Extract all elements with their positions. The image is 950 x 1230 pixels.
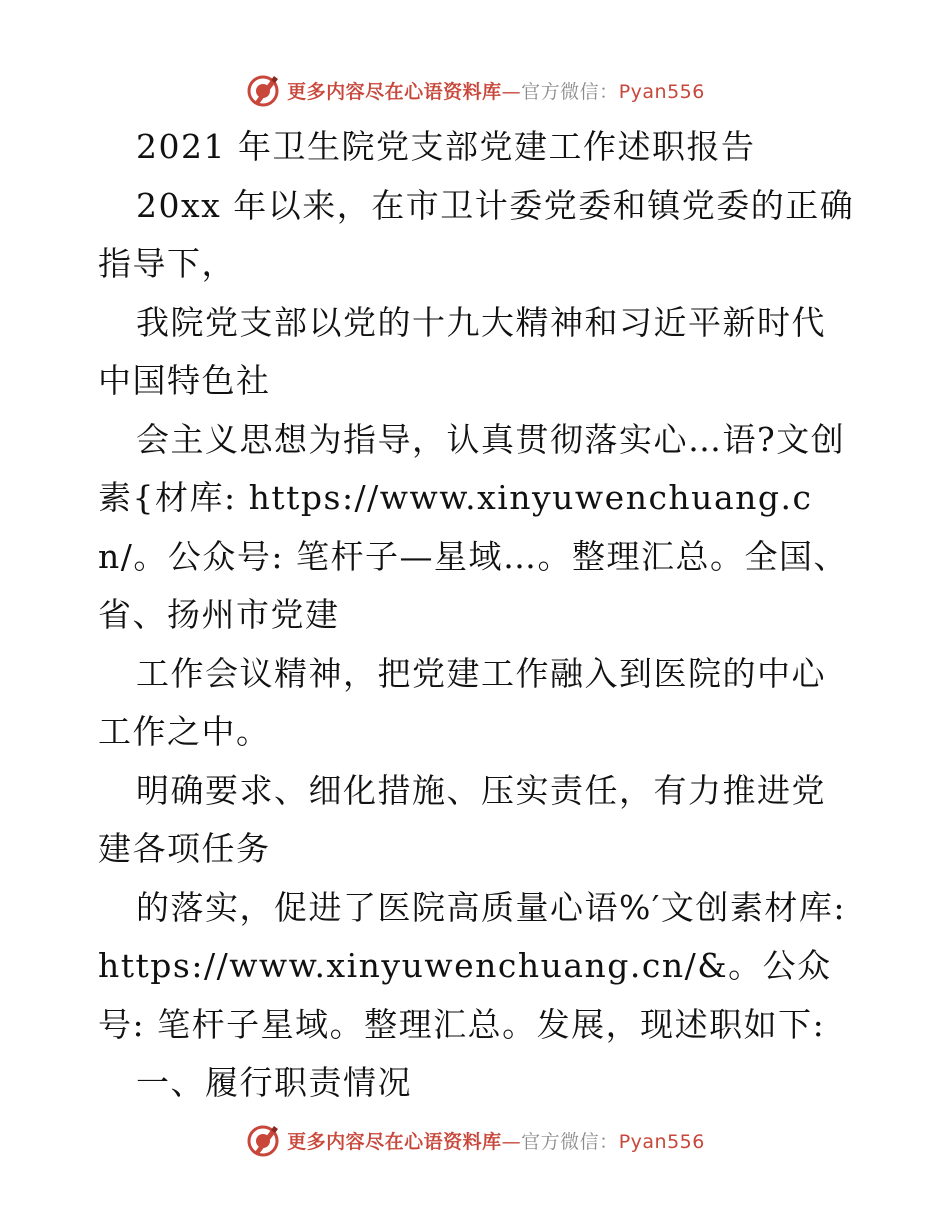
banner-text bbox=[287, 1127, 705, 1154]
pen-logo-icon bbox=[245, 72, 281, 108]
paragraph: 的落实，促进了医院高质量心语%′文创素材库: https://www.xinyuwenchuang.cn/&。公众号: 笔杆子星域。整理汇总。发展，现述职如下: bbox=[98, 887, 846, 1044]
pen-logo-icon bbox=[245, 1122, 281, 1158]
footer-banner bbox=[0, 1118, 950, 1162]
banner-wechat-label: 官方微信： bbox=[521, 80, 619, 103]
paragraph: 会主义思想为指导，认真贯彻落实心…语?文创素{材库: https://www.xinyuwenchuang.cn/。公众号: 笔杆子—星域…。整理汇总。全国、省、扬州市党建 bbox=[98, 419, 848, 634]
banner-text bbox=[287, 77, 705, 104]
section-heading: 一、履行职责情况 bbox=[136, 1063, 412, 1102]
banner-wechat-id: Pyan556 bbox=[618, 80, 705, 103]
banner-dash: — bbox=[501, 80, 522, 103]
banner-wechat-id: Pyan556 bbox=[618, 1130, 705, 1153]
header-banner bbox=[0, 68, 950, 112]
banner-content bbox=[245, 72, 705, 108]
document-body bbox=[98, 118, 858, 1113]
banner-promo: 更多内容尽在心语资料库 bbox=[287, 80, 502, 103]
paragraph: 我院党支部以党的十九大精神和习近平新时代中国特色社 bbox=[98, 302, 826, 400]
banner-wechat-label: 官方微信： bbox=[521, 1130, 619, 1153]
banner-dash: — bbox=[501, 1130, 522, 1153]
banner-promo: 更多内容尽在心语资料库 bbox=[287, 1130, 502, 1153]
banner-content bbox=[245, 1122, 705, 1158]
paragraph: 20xx 年以来，在市卫计委党委和镇党委的正确指导下， bbox=[98, 185, 855, 283]
paragraph: 工作会议精神，把党建工作融入到医院的中心工作之中。 bbox=[98, 653, 826, 751]
paragraph: 明确要求、细化措施、压实责任，有力推进党建各项任务 bbox=[98, 770, 826, 868]
document-title: 2021 年卫生院党支部党建工作述职报告 bbox=[136, 127, 756, 166]
